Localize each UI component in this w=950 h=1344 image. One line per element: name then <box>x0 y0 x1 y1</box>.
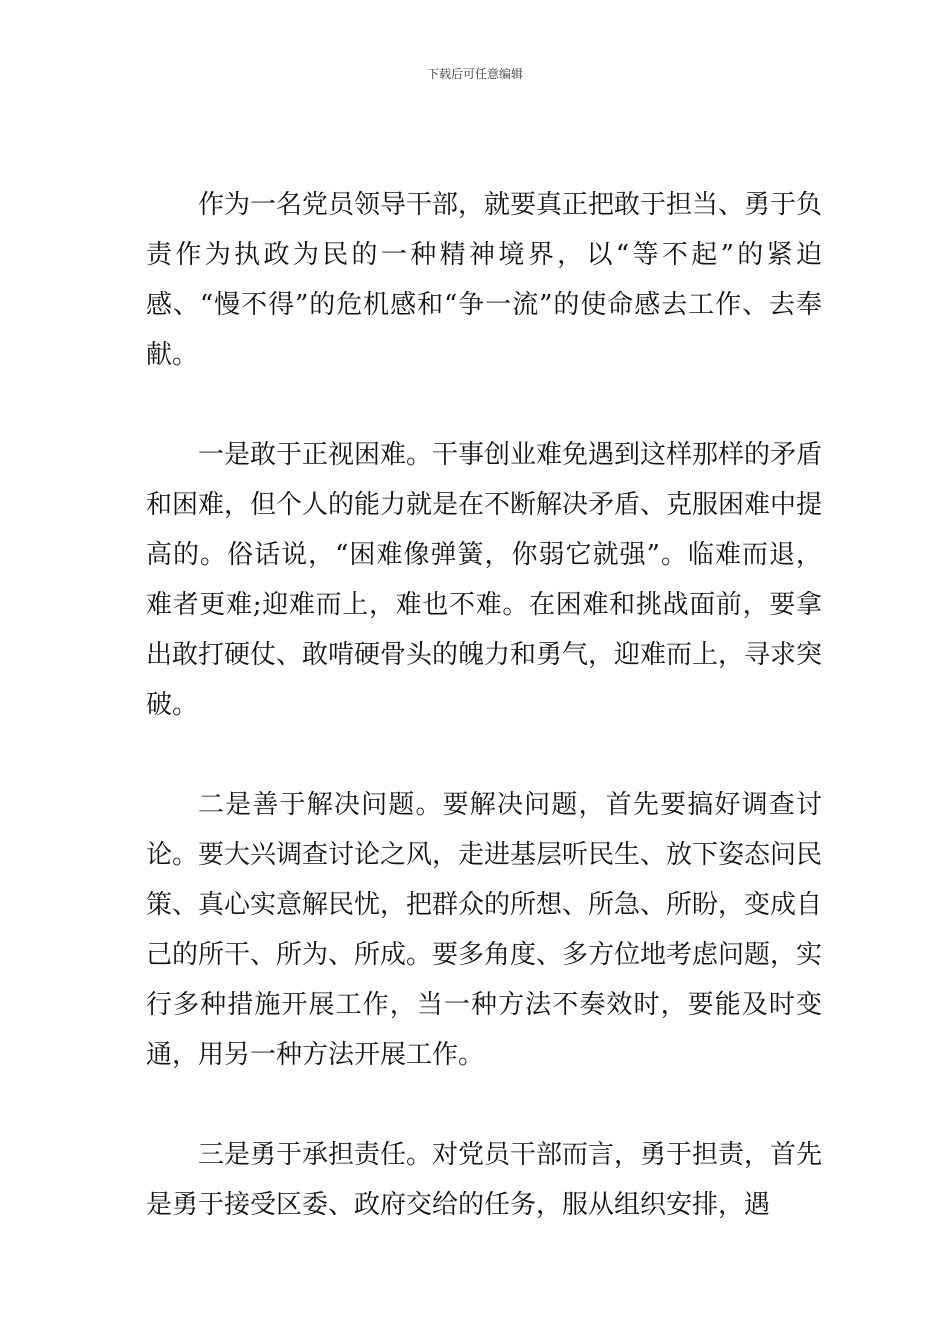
paragraph-point-two: 二是善于解决问题。要解决问题，首先要搞好调查讨论。要大兴调查讨论之风，走进基层听民生、放下姿态问民策、真心实意解民忧，把群众的所想、所急、所盼，变成自己的所干、所为、所成。要多角度、多方位地考虑问题，实行多种措施开展工作，当一种方法不奏效时，要能及时变通，用另一种方法开展工作。 <box>146 790 823 1070</box>
paragraph-intro: 作为一名党员领导干部，就要真正把敢于担当、勇于负责作为执政为民的一种精神境界，以“等不起”的紧迫感、“慢不得”的危机感和“争一流”的使命感去工作、去奉献。 <box>146 190 823 370</box>
header-note: 下载后可任意编辑 <box>426 67 523 81</box>
document-body <box>146 180 822 1280</box>
paragraph-point-one: 一是敢于正视困难。干事创业难免遇到这样那样的矛盾和困难，但个人的能力就是在不断解决矛盾、克服困难中提高的。俗话说，“困难像弹簧，你弱它就强”。临难而退，难者更难;迎难而上，难也不难。在困难和挑战面前，要拿出敢打硬仗、敢啃硬骨头的魄力和勇气，迎难而上，寻求突破。 <box>146 440 823 720</box>
paragraph-point-three: 三是勇于承担责任。对党员干部而言，勇于担责，首先是勇于接受区委、政府交给的任务，服从组织安排，遇 <box>146 1140 823 1220</box>
